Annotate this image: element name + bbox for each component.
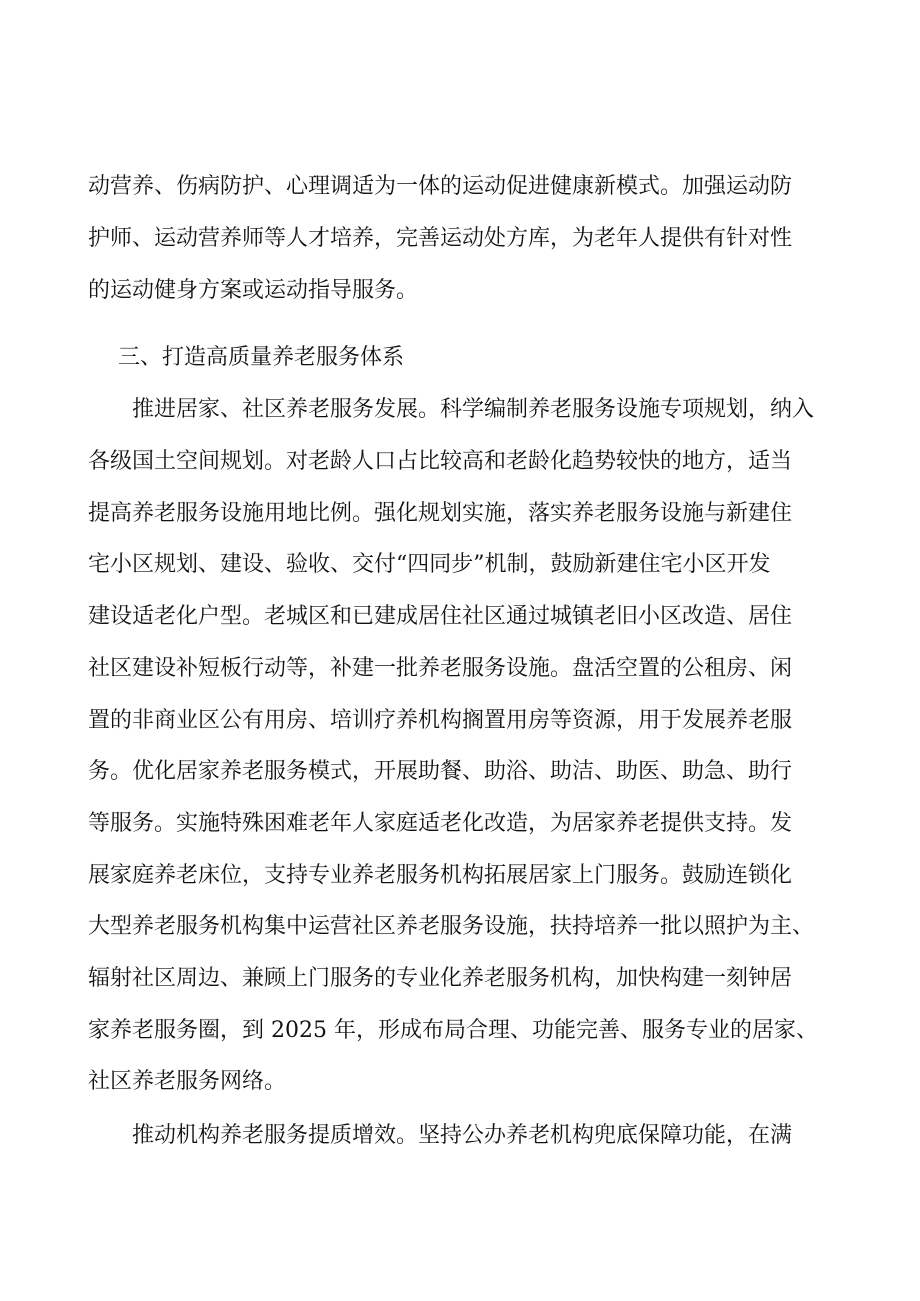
paragraph-1-line-3: 的运动健身方案或运动指导服务。 bbox=[88, 278, 419, 303]
paragraph-2-line-14: 社区养老服务网络。 bbox=[88, 1069, 287, 1094]
paragraph-2-line-11: 大型养老服务机构集中运营社区养老服务设施，扶持培养一批以照护为主、 bbox=[88, 914, 815, 939]
paragraph-2-line-12: 辐射社区周边、兼顾上门服务的专业化养老服务机构，加快构建一刻钟居 bbox=[88, 966, 793, 991]
paragraph-2-line-13: 家养老服务圈，到 2025 年，形成布局合理、功能完善、服务专业的居家、 bbox=[88, 1018, 818, 1043]
paragraph-1-line-2: 护师、运动营养师等人才培养，完善运动处方库，为老年人提供有针对性 bbox=[88, 226, 793, 251]
paragraph-1-line-1: 动营养、伤病防护、心理调适为一体的运动促进健康新模式。加强运动防 bbox=[88, 174, 793, 199]
paragraph-2-line-2: 各级国土空间规划。对老龄人口占比较高和老龄化趋势较快的地方，适当 bbox=[88, 449, 793, 474]
paragraph-2-line-9: 等服务。实施特殊困难老年人家庭适老化改造，为居家养老提供支持。发 bbox=[88, 811, 793, 836]
paragraph-2-line-3: 提高养老服务设施用地比例。强化规划实施，落实养老服务设施与新建住 bbox=[88, 501, 793, 526]
paragraph-3-line-1: 推动机构养老服务提质增效。坚持公办养老机构兜底保障功能，在满 bbox=[132, 1123, 793, 1148]
paragraph-2-line-4: 宅小区规划、建设、验收、交付“四同步”机制，鼓励新建住宅小区开发 bbox=[88, 552, 771, 577]
paragraph-2-line-5: 建设适老化户型。老城区和已建成居住社区通过城镇老旧小区改造、居住 bbox=[88, 604, 793, 629]
paragraph-2-line-7: 置的非商业区公有用房、培训疗养机构搁置用房等资源，用于发展养老服 bbox=[88, 708, 793, 733]
paragraph-2-line-8: 务。优化居家养老服务模式，开展助餐、助浴、助洁、助医、助急、助行 bbox=[88, 759, 793, 784]
paragraph-2-line-1: 推进居家、社区养老服务发展。科学编制养老服务设施专项规划，纳入 bbox=[132, 397, 815, 422]
paragraph-2-line-10: 展家庭养老床位，支持专业养老服务机构拓展居家上门服务。鼓励连锁化 bbox=[88, 863, 793, 888]
section-heading: 三、打造高质量养老服务体系 bbox=[118, 345, 405, 370]
paragraph-2-line-6: 社区建设补短板行动等，补建一批养老服务设施。盘活空置的公租房、闲 bbox=[88, 656, 793, 681]
